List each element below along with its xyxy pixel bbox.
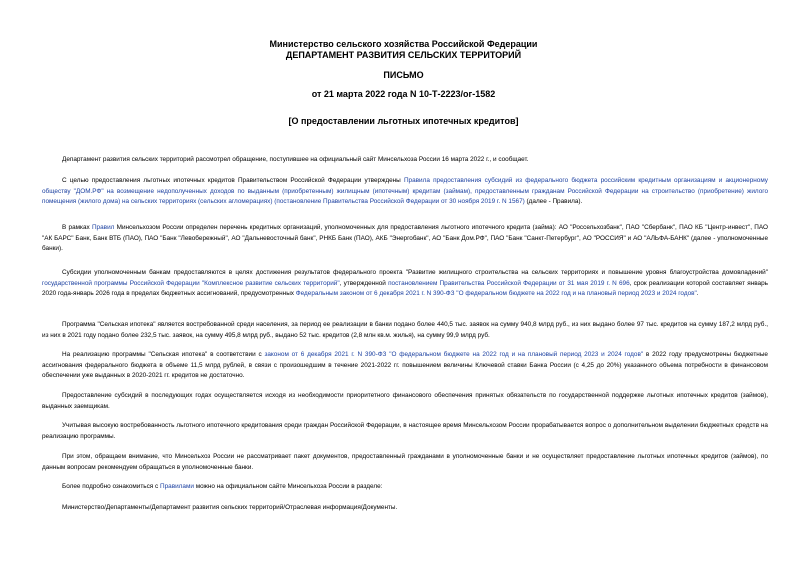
paragraph-3 (42, 223, 768, 255)
paragraph-4-text-c: , срок реализации которой составляет январь 2020 года-январь 2026 года в пределах бюджетных ассигнований, предусмотренных (42, 279, 768, 297)
ministry-name: Министерство сельского хозяйства Российской Федерации (269, 39, 538, 49)
paragraph-5-text: Программа "Сельская ипотека" является востребованной среди населения, за период ее реализации в банки подано более 440,5 тыс. заявок на сумму 940,8 млрд руб., из них выдано более 97 тыс. кредитов на сумму 187,2 млрд руб., из них в 2021 году подано более 232,5 тыс. заявок, на сумму 495,8 млрд руб., выдано 52 тыс. кредитов (2,8 млн кв.м. жилья), на сумму 99,9 млрд руб. (42, 321, 768, 339)
paragraph-11 (42, 503, 768, 514)
paragraph-7-text: Предоставление субсидий в последующих годах осуществляется исходя из необходимости приоритетного финансового обеспечения принятых обязательств по государственной поддержке льготных ипотечных кредитов (займов), выданных заемщикам. (42, 392, 768, 410)
paragraph-8 (42, 421, 768, 442)
paragraph-4 (42, 268, 768, 300)
federal-law-390-link[interactable]: Федеральным законом от 6 декабря 2021 г. N 390-ФЗ "О федеральном бюджете на 2022 год и на плановый период 2023 и 2024 годов" (295, 290, 697, 297)
rules-1567-link[interactable]: Правила предоставления субсидий из федерального бюджета российским кредитным организациям и акционерному обществу "ДОМ.РФ" на возмещение недополученных доходов по выданным (приобретенным) жилищным (ипотечным) кредитам (займам), предоставленным гражданам Российской Федерации на строительство (приобретение) жилого помещения (жилого дома) на сельских территориях (сельских агломерациях) (постановление Правительства Российской Федерации от 30 ноября 2019 г. N 1567) (42, 177, 768, 205)
paragraph-6 (42, 350, 768, 382)
paragraph-4-tail: . (696, 290, 699, 297)
paragraph-3-text: В рамках (62, 224, 92, 231)
paragraph-7 (42, 391, 768, 412)
resolution-696-link[interactable]: постановлением Правительства Российской Федерации от 31 мая 2019 г. N 696 (388, 279, 630, 287)
paragraph-4-text: Субсидии уполномоченным банкам предоставляются в целях достижения результатов федерального проекта "Развитие жилищного строительства на сельских территориях и повышение уровня благоустройства домовладений" (62, 269, 768, 276)
paragraph-9 (42, 452, 768, 473)
rules-more-link[interactable]: Правилами (160, 483, 194, 490)
paragraph-3-tail: Минсельхозом России определен перечень кредитных организаций, уполномоченных для предоставления льготного ипотечного кредита (займа): АО "Россельхозбанк", ПАО "Сбербанк", ПАО КБ "Центр-инвест", ПАО "АК БАРС" Банк, Банк ВТБ (ПАО), ПАО "Банк "Левобережный", АО "Дальневосточный банк", РНКБ Банк (ПАО), АКБ "Энергобанк", АО "Банк Дом.РФ", ПАО "Банк "Санкт-Петербург", АО "РОССИЯ" и АО "АЛЬФА-БАНК" (далее - уполномоченные банки). (42, 224, 768, 252)
paragraph-2-tail: (далее - Правила). (524, 198, 583, 205)
paragraph-10-text: Более подробно ознакомиться с (62, 483, 160, 490)
department-name: ДЕПАРТАМЕНТ РАЗВИТИЯ СЕЛЬСКИХ ТЕРРИТОРИЙ (285, 50, 522, 60)
paragraph-10 (42, 482, 768, 493)
paragraph-2-text: С целью предоставления льготных ипотечных кредитов Правительством Российской Федерации утверждены (62, 177, 404, 184)
paragraph-2 (42, 176, 768, 208)
rules-link[interactable]: Правил (91, 224, 115, 231)
document-date: от 21 марта 2022 года N 10-Т-2223/ог-1582 (311, 89, 496, 99)
paragraph-11-text: Министерство/Департаменты/Департамент развития сельских территорий/Отраслевая информация/Документы. (62, 504, 398, 511)
paragraph-4-text-b: , утвержденной (339, 279, 389, 287)
document-subject: [О предоставлении льготных ипотечных кредитов] (288, 116, 519, 126)
paragraph-6-tail: в 2022 году предусмотрены бюджетные ассигнования федерального бюджета в объеме 11,5 млрд рублей, в связи с произошедшим в течение 2021-2022 гг. повышением величины Ключевой ставки Банка России (с 4,25 до 20%) указанного объема потребности в финансовом обеспечении уже выданных в 2020-2021 гг. кредитов не достаточно. (42, 351, 768, 379)
document-type: ПИСЬМО (383, 70, 424, 80)
budget-law-link[interactable]: законом от 6 декабря 2021 г. N 390-ФЗ "О федеральном бюджете на 2022 год и на плановый период 2023 и 2024 годов" (264, 351, 644, 358)
paragraph-1-text: Департамент развития сельских территорий рассмотрел обращение, поступившее на официальный сайт Минсельхоза России 16 марта 2022 г., и сообщает. (62, 156, 529, 163)
paragraph-8-text: Учитывая высокую востребованность льготного ипотечного кредитования среди граждан Российской Федерации, в настоящее время Минсельхозом России прорабатывается вопрос о дополнительном выделении бюджетных средств на реализацию программы. (42, 422, 768, 440)
state-program-link[interactable]: государственной программы Российской Федерации "Комплексное развитие сельских территорий" (42, 279, 340, 287)
paragraph-1 (42, 155, 768, 166)
paragraph-5 (42, 320, 768, 341)
paragraph-10-tail: можно на официальном сайте Минсельхоза России в разделе: (193, 483, 383, 490)
paragraph-6-text: На реализацию программы "Сельская ипотека" в соответствии с (62, 351, 265, 358)
paragraph-9-text: При этом, обращаем внимание, что Минсельхоз России не рассматривает пакет документов, предоставленный гражданами в уполномоченные банки и не осуществляет предоставление льготных ипотечных кредитов (займов), по данным вопросам рекомендуем обращаться в уполномоченные банки. (42, 453, 768, 471)
